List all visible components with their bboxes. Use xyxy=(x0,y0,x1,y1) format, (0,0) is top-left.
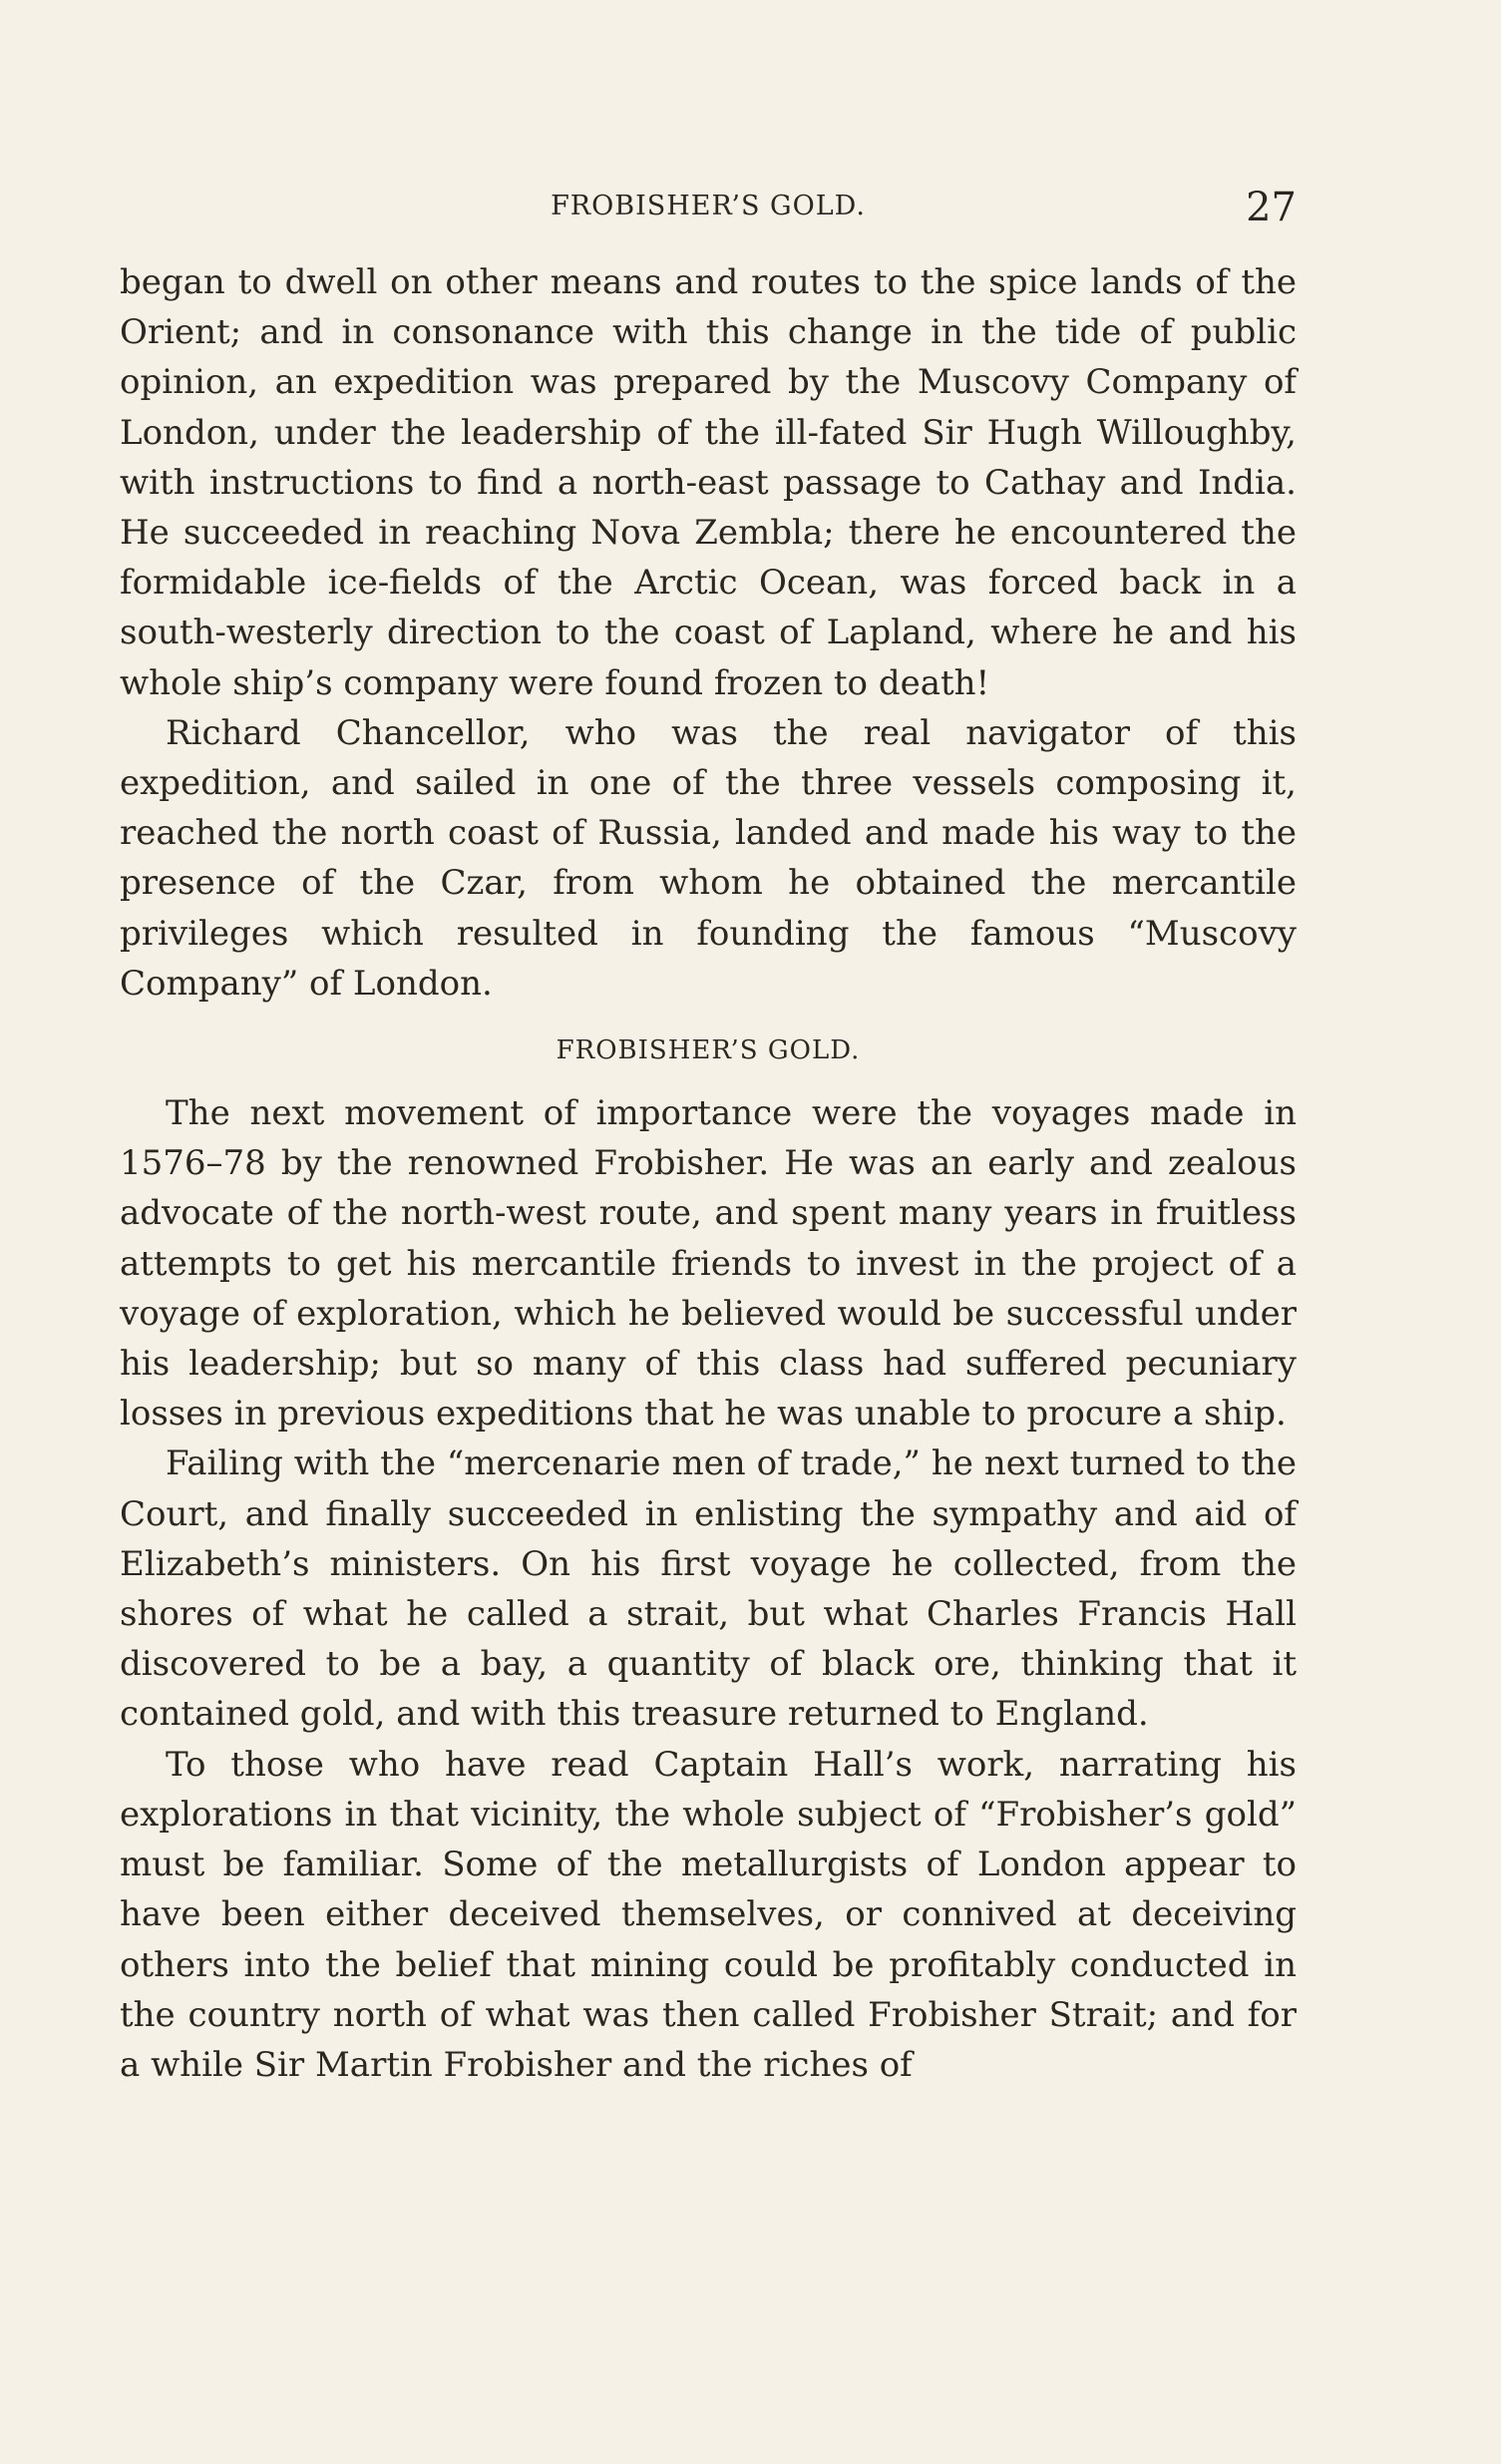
paragraph: began to dwell on other means and routes to the spice lands of the Orient; and in consonance with this change in the tide of public opinion, an expedition was prepared by the Muscovy Company of London, under the leadership of the ill-fated Sir Hugh Willoughby, with instructions to find a north-east passage to Cathay and India. He succeeded in reaching Nova Zembla; there he encountered the formidable ice-fields of the Arctic Ocean, was forced back in a south-westerly direction to the coast of Lapland, where he and his whole ship’s company were found frozen to death! xyxy=(120,262,1297,703)
paragraph: Richard Chancellor, who was the real navigator of this expedition, and sailed in one of the three vessels composing it, reached the north coast of Russia, landed and made his way to the presence of the Czar, from whom he obtained the mercantile privileges which resulted in founding the famous “Muscovy Company” of London. xyxy=(120,712,1297,1004)
paragraph: To those who have read Captain Hall’s work, narrating his explorations in that vicinity, the whole subject of “Frobisher’s gold” must be familiar. Some of the metallurgists of London appear to have been either deceived themselves, or connived at deceiving others into the belief that mining could be profitably conducted in the country north of what was then called Frobisher Strait; and for a while Sir Martin Frobisher and the riches of xyxy=(120,1744,1297,2085)
page-header xyxy=(120,185,1297,232)
running-head: FROBISHER’S GOLD. xyxy=(551,191,866,221)
body-text xyxy=(120,257,1297,2090)
section-heading: FROBISHER’S GOLD. xyxy=(556,1035,861,1066)
paragraph: The next movement of importance were the voyages made in 1576–78 by the renowned Frobisher. He was an early and zealous advocate of the north-west route, and spent many years in fruitless attempts to get his mercantile friends to invest in the project of a voyage of exploration, which he believed would be successful under his leadership; but so many of this class had suffered pecuniary losses in previous expeditions that he was unable to procure a ship. xyxy=(120,1093,1297,1435)
paragraph: Failing with the “mercenarie men of trade,” he next turned to the Court, and finally succeeded in enlisting the sympathy and aid of Elizabeth’s ministers. On his first voyage he collected, from the shores of what he called a strait, but what Charles Francis Hall discovered to be a bay, a quantity of black ore, thinking that it contained gold, and with this treasure returned to England. xyxy=(120,1443,1297,1735)
page-number: 27 xyxy=(1246,185,1297,230)
